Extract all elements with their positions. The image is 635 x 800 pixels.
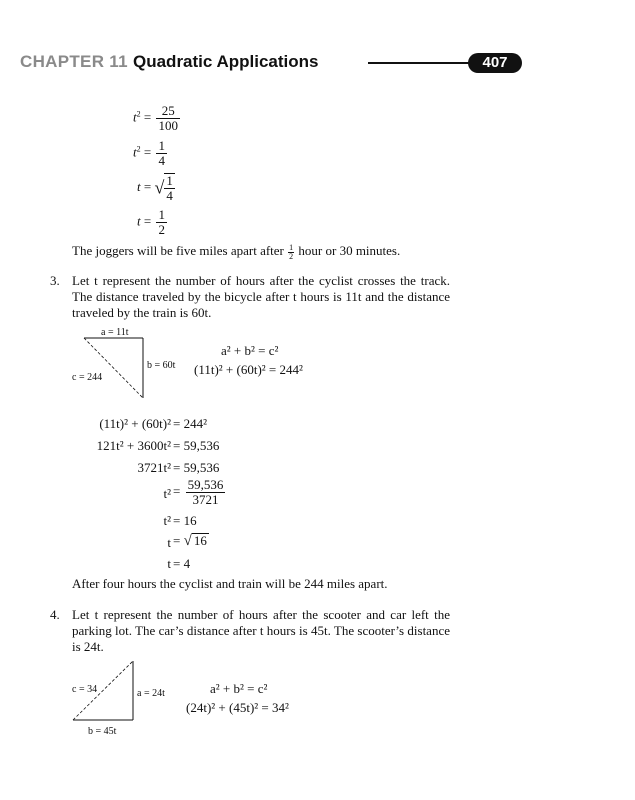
problem-3-number: 3. xyxy=(50,273,60,288)
problem-4-number: 4. xyxy=(50,607,60,622)
problem-3-label-c: c = 244 xyxy=(72,372,103,383)
step-lhs: (11t)² + (60t)² xyxy=(99,416,171,431)
problem-4-label-a: a = 24t xyxy=(137,688,165,699)
step-rhs: = 16 xyxy=(173,513,197,528)
problem-3-label-b: b = 60t xyxy=(147,360,176,371)
eq-t2-1-4: $t^2$ = $\frac{1}{4}$ xyxy=(133,138,165,168)
problem-3-side-eq2: (11t)² + (60t)² = 244² xyxy=(194,362,303,377)
problem-4-side-eq2: (24t)² + (45t)² = 34² xyxy=(186,700,289,715)
problem-4-label-b: b = 45t xyxy=(88,726,117,737)
step-lhs: t xyxy=(167,535,171,550)
step-rhs: = 59,536 xyxy=(173,460,220,475)
page-number: 407 xyxy=(468,53,522,73)
eq-t-sqrt-1-4: t = √ $\frac{1}{4}$ xyxy=(137,173,173,203)
step-rhs: = 59,536 xyxy=(173,438,220,453)
joggers-conclusion: The joggers will be five miles apart after $\frac{1}{2}$ hour or 30 minutes. xyxy=(72,242,401,261)
step-lhs: t² xyxy=(163,513,171,528)
step-rhs: = 4 xyxy=(173,556,191,571)
step-lhs: t² xyxy=(163,486,171,501)
problem-3-text: Let t represent the number of hours after the cyclist crosses the track. The distance traveled by the bicycle after t hours is 11t and the distance traveled by the train is 60t. xyxy=(72,273,450,320)
step-rhs: = 244² xyxy=(173,416,207,431)
eq-t2-25-100: $t^2$ = $\frac{25}{100}$ xyxy=(133,103,178,133)
problem-3-conclusion: After four hours the cyclist and train will be 244 miles apart. xyxy=(72,576,388,591)
problem-4-text: Let t represent the number of hours after the scooter and car left the parking lot. The car’s distance after t hours is 45t. The scooter’s distance is 24t. xyxy=(72,607,450,654)
step-rhs: = √ 16 xyxy=(173,533,207,549)
chapter-title: Quadratic Applications xyxy=(133,52,319,71)
problem-4-label-c: c = 34 xyxy=(72,684,98,695)
problem-3-side-eq1: a² + b² = c² xyxy=(221,343,279,358)
problem-3-label-a: a = 11t xyxy=(101,327,129,338)
step-rhs: = $\frac{59,536}{3721}$ xyxy=(173,477,224,507)
chapter-label: CHAPTER 11 xyxy=(20,52,128,71)
step-lhs: t xyxy=(167,556,171,571)
step-lhs: 3721t² xyxy=(137,460,171,475)
step-lhs: 121t² + 3600t² xyxy=(96,438,171,453)
problem-4-side-eq1: a² + b² = c² xyxy=(210,681,268,696)
eq-t-1-2: t = $\frac{1}{2}$ xyxy=(137,207,165,237)
